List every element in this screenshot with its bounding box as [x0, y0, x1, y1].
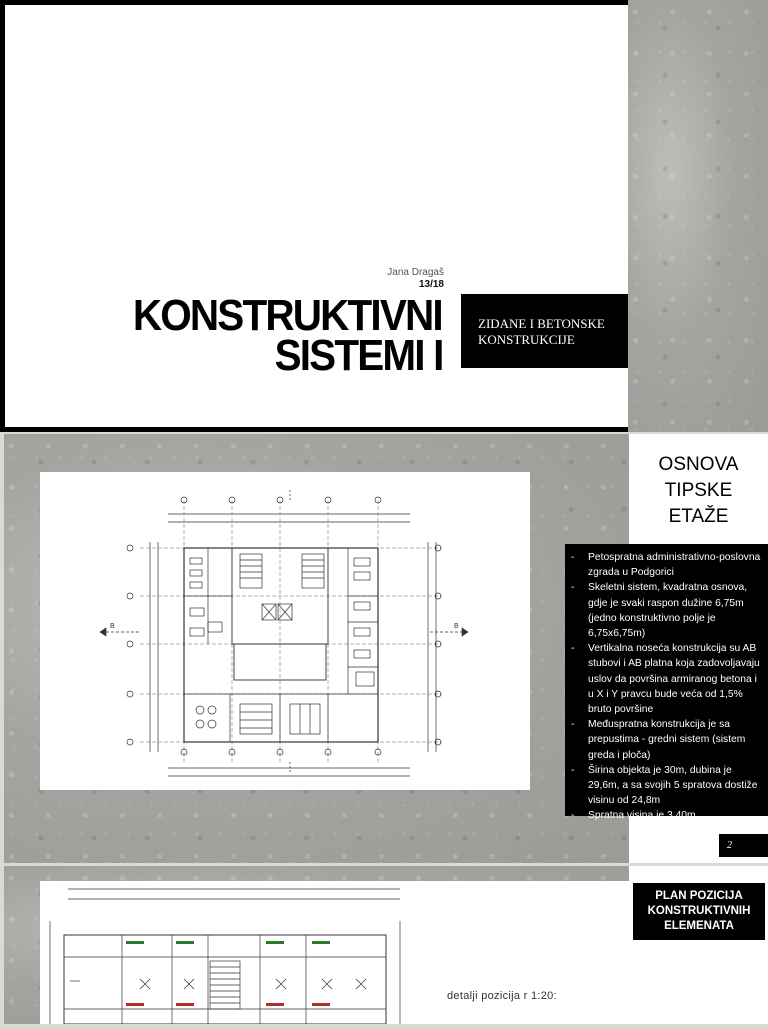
- description-item: - Međuspratna konstrukcija je sa prepustima - gredni sistem (sistem greda i ploča): [569, 717, 764, 763]
- structural-plan-slide: [0, 866, 768, 1024]
- detail-caption: detalji pozicija r 1:20:: [447, 990, 557, 1002]
- slide-title-line-1: OSNOVA: [658, 454, 739, 475]
- floor-plan-drawing: [40, 472, 530, 790]
- description-item: - Širina objekta je 30m, dubina je 29,6m, a sa svojih 5 spratova dostiže visinu od 24,8m: [569, 763, 764, 809]
- author-number: 13/18: [418, 279, 444, 290]
- structural-plan-svg: [40, 881, 710, 1024]
- concrete-texture-panel: [628, 0, 768, 432]
- author-name: Jana Dragaš: [387, 267, 444, 278]
- slide-title-line-2: TIPSKE: [664, 480, 733, 501]
- slide-title-box: PLAN POZICIJA KONSTRUKTIVNIH ELEMENATA: [633, 883, 765, 940]
- description-item: - Spratna visina je 3,40m: [569, 808, 764, 823]
- subtitle: ZIDANE I BETONSKE KONSTRUKCIJE: [478, 316, 605, 347]
- description-box: [565, 544, 768, 822]
- slide-title: [629, 452, 768, 530]
- section-mark-left: B: [110, 623, 115, 630]
- title-line-2: SISTEMI I: [274, 331, 442, 380]
- description-item: - Vertikalna noseća konstrukcija su AB stubovi i AB platna koja zadovoljavaju uslov da površina armiranog betona i u X i Y pravcu bude veća od 1,5% bruto površine: [569, 641, 764, 717]
- structural-plan-drawing: [40, 881, 710, 1024]
- description-item: - Skeletni sistem, kvadratna osnova, gdje je svaki raspon dužine 6,75m (jedno konstruktivno polje je 6,75x6,75m): [569, 580, 764, 641]
- slide-title-line-3: ETAŽE: [668, 506, 729, 527]
- subtitle-box: [461, 294, 628, 368]
- floor-plan-svg: [40, 472, 530, 790]
- page-number: 2: [719, 834, 768, 857]
- description-item: - Petospratna administrativno-poslovna zgrada u Podgorici: [569, 550, 764, 580]
- description-list: [569, 550, 764, 824]
- title-slide: [0, 0, 768, 432]
- section-mark-right: B: [454, 623, 459, 630]
- title-line-1: KONSTRUKTIVNI: [133, 291, 442, 340]
- floor-plan-slide: [0, 434, 768, 863]
